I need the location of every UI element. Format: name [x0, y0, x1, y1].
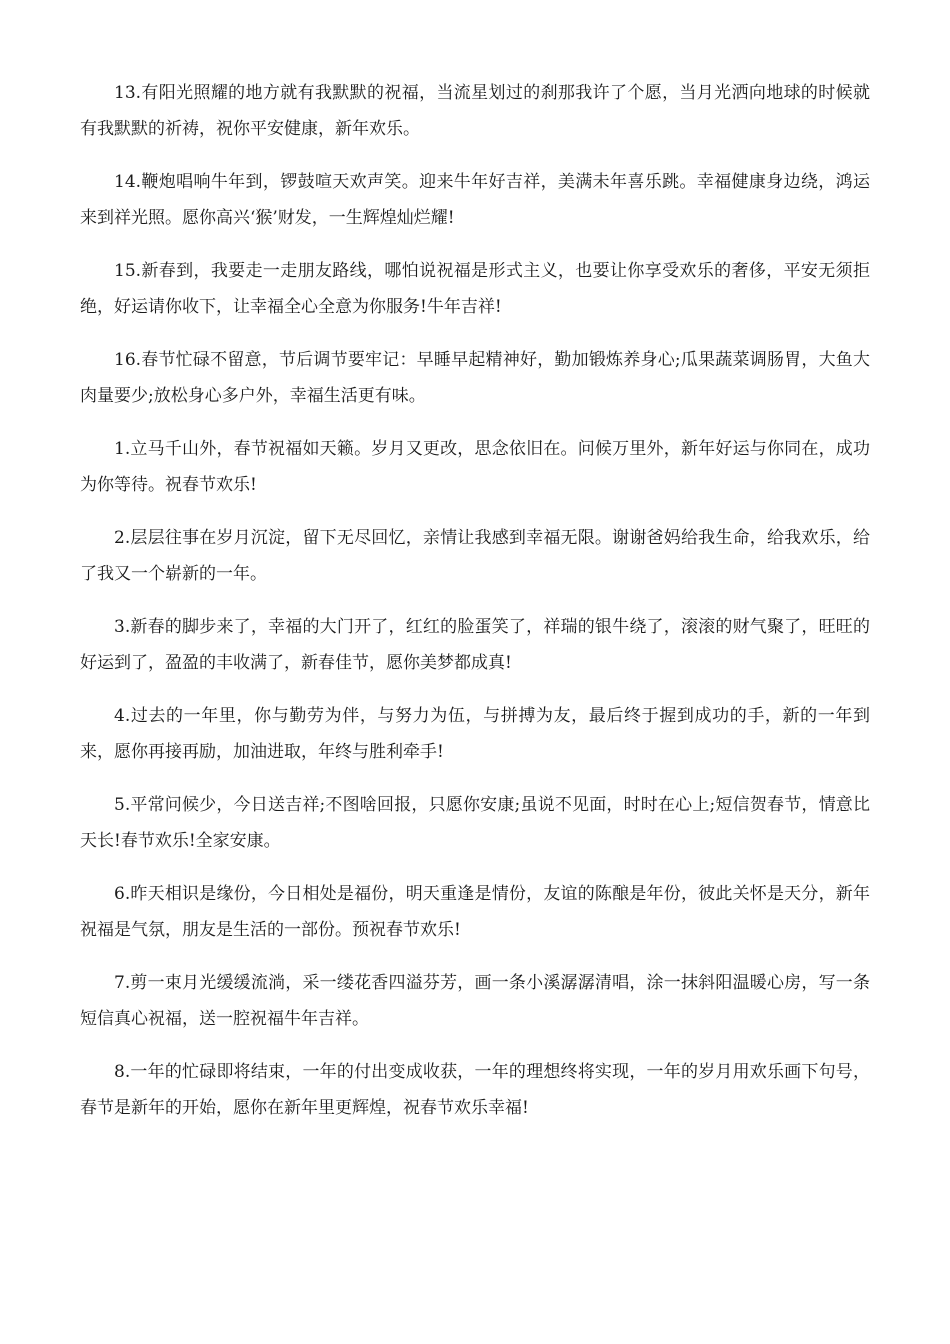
- paragraph-3: 3.新春的脚步来了，幸福的大门开了，红红的脸蛋笑了，祥瑞的银牛绕了，滚滚的财气聚了，旺旺的好运到了，盈盈的丰收满了，新春佳节，愿你美梦都成真!: [80, 617, 870, 673]
- paragraph-13: 13.有阳光照耀的地方就有我默默的祝福，当流星划过的刹那我许了个愿，当月光洒向地球的时候就有我默默的祈祷，祝你平安健康，新年欢乐。: [80, 83, 870, 139]
- paragraph-2: 2.层层往事在岁月沉淀，留下无尽回忆，亲情让我感到幸福无限。谢谢爸妈给我生命，给我欢乐，给了我又一个崭新的一年。: [80, 528, 870, 584]
- paragraph-5: 5.平常问候少，今日送吉祥;不图啥回报，只愿你安康;虽说不见面，时时在心上;短信贺春节，情意比天长!春节欢乐!全家安康。: [80, 795, 870, 851]
- paragraph-15: 15.新春到，我要走一走朋友路线，哪怕说祝福是形式主义，也要让你享受欢乐的奢侈，平安无须拒绝，好运请你收下，让幸福全心全意为你服务!牛年吉祥!: [80, 261, 870, 317]
- paragraph-8: 8.一年的忙碌即将结束，一年的付出变成收获，一年的理想终将实现，一年的岁月用欢乐画下句号，春节是新年的开始，愿你在新年里更辉煌，祝春节欢乐幸福!: [80, 1062, 870, 1118]
- paragraph-16: 16.春节忙碌不留意，节后调节要牢记：早睡早起精神好，勤加锻炼养身心;瓜果蔬菜调肠胃，大鱼大肉量要少;放松身心多户外，幸福生活更有味。: [80, 350, 870, 406]
- paragraph-1: 1.立马千山外，春节祝福如天籁。岁月又更改，思念依旧在。问候万里外，新年好运与你同在，成功为你等待。祝春节欢乐!: [80, 439, 870, 495]
- paragraph-7: 7.剪一束月光缓缓流淌，采一缕花香四溢芬芳，画一条小溪潺潺清唱，涂一抹斜阳温暖心房，写一条短信真心祝福，送一腔祝福牛年吉祥。: [80, 973, 870, 1029]
- paragraph-6: 6.昨天相识是缘份，今日相处是福份，明天重逢是情份，友谊的陈酿是年份，彼此关怀是天分，新年祝福是气氛，朋友是生活的一部份。预祝春节欢乐!: [80, 884, 870, 940]
- paragraph-4: 4.过去的一年里，你与勤劳为伴，与努力为伍，与拼搏为友，最后终于握到成功的手，新的一年到来，愿你再接再励，加油进取，年终与胜利牵手!: [80, 706, 870, 762]
- document-body: [80, 75, 870, 1143]
- paragraph-14: 14.鞭炮唱响牛年到，锣鼓喧天欢声笑。迎来牛年好吉祥，美满未年喜乐跳。幸福健康身边绕，鸿运来到祥光照。愿你高兴‘猴’财发，一生辉煌灿烂耀!: [80, 172, 870, 228]
